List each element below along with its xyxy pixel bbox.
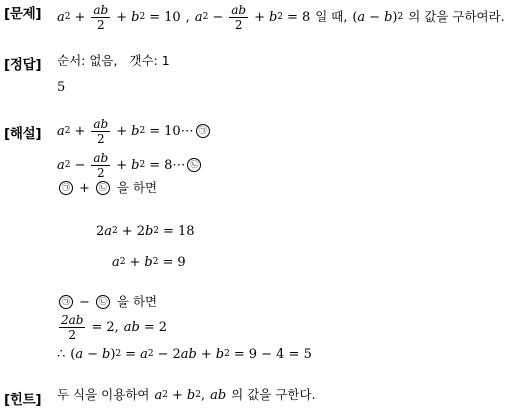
answer-order: 순서: 없음, bbox=[57, 53, 118, 68]
problem-statement: a 2 + $\frac{ab}{2}$ + b 2 = 10 , a 2 − $\frac{ab}{2}$ + b 2 = 8 일 때, ( a − b ) 2 의 값을 구하여라. bbox=[57, 2, 505, 32]
solution-sub-step: ㉠ − ㉡ 을 하면 bbox=[57, 295, 157, 309]
problem-label: [문제] bbox=[4, 6, 42, 22]
problem-text-after: 일 때, bbox=[315, 8, 348, 24]
marker-1-icon: ㉠ bbox=[59, 181, 73, 195]
answer-count: 갯수: 1 bbox=[129, 53, 170, 68]
problem-text-end: 의 값을 구하여라. bbox=[408, 8, 505, 24]
answer-label: [정답] bbox=[4, 57, 42, 73]
answer-meta bbox=[57, 55, 170, 68]
solution-eq1: a 2 + $\frac{ab}{2}$ + b 2 = 10 ⋯ ㉠ bbox=[57, 114, 212, 148]
marker-1-icon: ㉠ bbox=[196, 124, 210, 138]
solution-ab: $\frac{2ab}{2}$ = 2, ab = 2 bbox=[61, 312, 168, 342]
hint-text: 두 식을 이용하여 a 2 + b 2 , ab 의 값을 구한다. bbox=[57, 387, 316, 403]
marker-2-icon: ㉡ bbox=[187, 158, 201, 172]
solution-add-step: ㉠ + ㉡ 을 하면 bbox=[57, 181, 157, 195]
marker-2-icon: ㉡ bbox=[96, 181, 110, 195]
marker-1-icon: ㉠ bbox=[59, 295, 73, 309]
solution-label: [해설] bbox=[4, 126, 42, 142]
solution-eq2: a 2 − $\frac{ab}{2}$ + b 2 = 8 ⋯ ㉡ bbox=[57, 148, 203, 182]
solution-reduced: a 2 + b 2 = 9 bbox=[112, 255, 186, 270]
solution-final: ∴ ( a − b ) 2 = a 2 − 2 ab + b 2 = 9 − 4 = 5 bbox=[57, 347, 312, 362]
solution-sum: 2 a 2 + 2 b 2 = 18 bbox=[96, 224, 195, 239]
marker-2-icon: ㉡ bbox=[96, 295, 110, 309]
hint-label: [힌트] bbox=[4, 392, 42, 408]
answer-value: 5 bbox=[57, 80, 66, 95]
problem-connector: , bbox=[185, 9, 190, 25]
